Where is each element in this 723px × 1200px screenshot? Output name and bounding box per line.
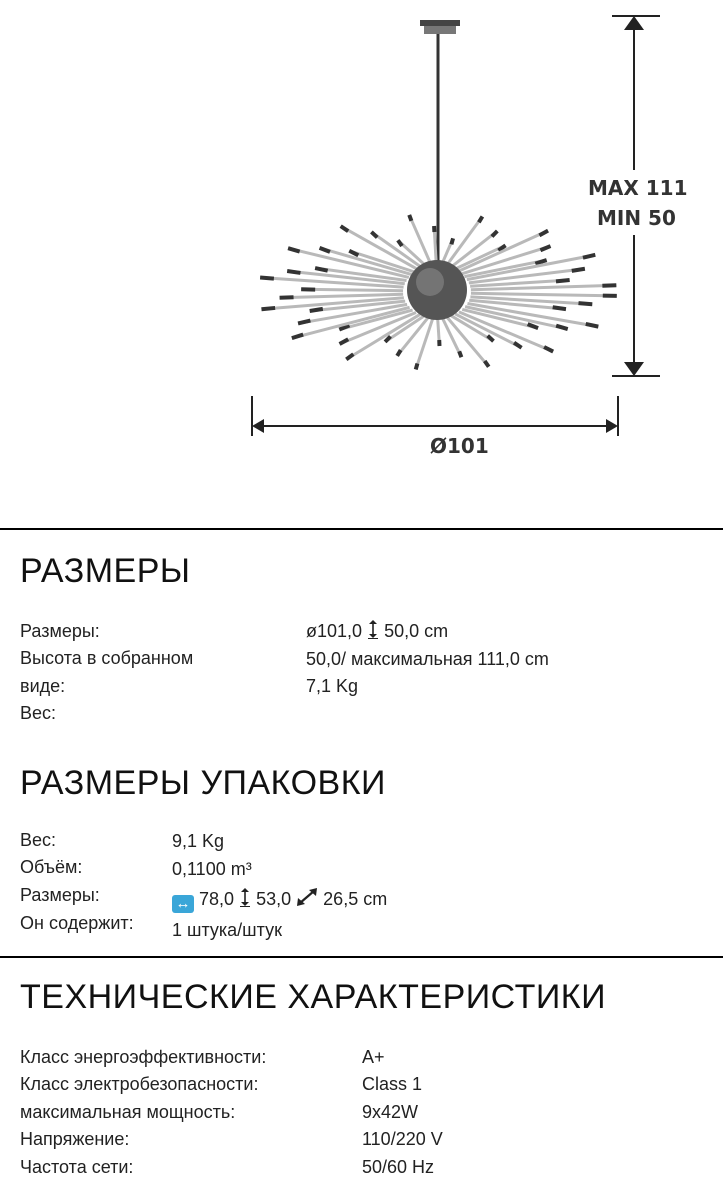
spike-tip: [346, 354, 353, 359]
dim-label-size: Размеры:: [20, 621, 100, 641]
spike-tip: [261, 308, 275, 309]
dim-value-assembled-height: 50,0/ максимальная 111,0 cm: [306, 649, 549, 669]
pack-size-width: 78,0: [199, 889, 235, 909]
spike-tip: [540, 246, 550, 250]
spike-tip: [340, 339, 349, 344]
canopy-plate: [420, 20, 460, 26]
dimensions-title: РАЗМЕРЫ: [20, 552, 191, 590]
divider-middle: [0, 956, 723, 958]
height-arrow-icon: [239, 887, 251, 914]
spike-rod: [371, 232, 422, 268]
spike-rod: [459, 312, 553, 352]
spike-tip: [398, 240, 402, 246]
spike-tip: [583, 255, 595, 258]
pack-value-volume: 0,1100 m³: [172, 859, 252, 879]
height-arrow-up-icon: [624, 16, 644, 30]
divider-top: [0, 528, 723, 530]
spike-tip: [544, 347, 553, 352]
tech-value-safety: Class 1: [362, 1074, 423, 1094]
spike-rod: [280, 294, 404, 297]
packaging-title: РАЗМЕРЫ УПАКОВКИ: [20, 764, 386, 802]
spike-rod: [471, 293, 617, 296]
spike-rod: [301, 289, 403, 290]
spike-tip: [397, 350, 401, 356]
spike-tip: [409, 215, 411, 221]
width-arrow-left-icon: [252, 419, 264, 433]
pack-value-size: [172, 886, 387, 914]
tech-label-voltage: Напряжение:: [20, 1129, 130, 1149]
pack-size-depth: 26,5 cm: [323, 889, 388, 909]
tech-value-energy: A+: [362, 1047, 385, 1067]
spike-tip: [556, 326, 568, 329]
spike-tip: [371, 232, 377, 237]
tech-value-frequency: 50/60 Hz: [362, 1157, 435, 1177]
spike-tip: [416, 363, 418, 369]
spike-tip: [553, 307, 566, 309]
spike-tip: [514, 343, 521, 348]
spike-rod: [416, 318, 433, 370]
spike-rod: [455, 314, 521, 348]
spike-tip: [488, 336, 494, 341]
dim-label-weight: Вес:: [20, 703, 57, 723]
spike-tip: [492, 231, 497, 237]
pack-label-volume: Объём:: [20, 857, 83, 877]
pack-label-contents: Он содержит:: [20, 913, 134, 933]
spike-tip: [579, 303, 593, 304]
dim-size-diameter: ø101,0: [306, 621, 363, 641]
pack-label-size: Размеры:: [20, 885, 100, 905]
spike-tip: [349, 251, 358, 256]
spike-tip: [292, 335, 303, 339]
tech-value-voltage: 110/220 V: [362, 1129, 443, 1149]
spike-tip: [280, 297, 294, 298]
width-arrow-icon: ↔: [172, 895, 194, 913]
spike-tip: [298, 321, 310, 324]
spike-tip: [287, 271, 300, 273]
dim-size-height: 50,0 cm: [384, 621, 449, 641]
pack-value-contents: 1 штука/штук: [172, 920, 282, 940]
spike-tip: [459, 351, 461, 357]
spike-rod: [434, 226, 436, 266]
spike-tip: [451, 238, 453, 244]
tech-label-frequency: Частота сети:: [20, 1157, 134, 1177]
tech-label-safety: Класс электробезопасности:: [20, 1074, 259, 1094]
spike-tip: [602, 285, 616, 286]
spike-tip: [586, 324, 599, 327]
width-arrow-right-icon: [606, 419, 618, 433]
dim-value-weight: 7,1 Kg: [306, 676, 359, 696]
spike-tip: [385, 336, 390, 342]
spike-rod: [409, 215, 432, 266]
chandelier-illustration: [0, 0, 723, 520]
spike-tip: [528, 324, 538, 328]
pack-label-weight: Вес:: [20, 830, 57, 850]
spike-tip: [320, 248, 330, 252]
spike-tip: [485, 361, 489, 367]
spike-tip: [260, 278, 274, 279]
dim-label-height-2: виде:: [20, 676, 66, 696]
spike-tip: [315, 268, 328, 271]
depth-arrow-icon: [296, 887, 318, 914]
tech-value-power: 9x42W: [362, 1102, 419, 1122]
tech-label-power: максимальная мощность:: [20, 1102, 236, 1122]
pack-value-weight: 9,1 Kg: [172, 831, 225, 851]
spike-tip: [310, 309, 323, 311]
spike-tip: [479, 217, 483, 223]
spike-tip: [288, 248, 300, 251]
technical-title: ТЕХНИЧЕСКИЕ ХАРАКТЕРИСТИКИ: [20, 978, 607, 1016]
spike-tip: [341, 226, 348, 231]
dim-value-size: [306, 618, 448, 646]
canopy-cup: [424, 26, 456, 34]
height-arrow-down-icon: [624, 362, 644, 376]
pack-size-height: 53,0: [256, 889, 292, 909]
dim-label-height-1: Высота в собранном: [20, 648, 194, 668]
spike-tip: [539, 231, 548, 236]
spike-tip: [572, 269, 585, 271]
height-min-label: MIN 50: [597, 206, 676, 230]
height-arrow-icon: [367, 619, 379, 646]
tech-label-energy: Класс энергоэффективности:: [20, 1047, 267, 1067]
diameter-label: Ø101: [430, 434, 489, 458]
spike-tip: [556, 280, 570, 281]
height-max-label: MAX 111: [588, 176, 688, 200]
product-drawing: [0, 0, 723, 520]
